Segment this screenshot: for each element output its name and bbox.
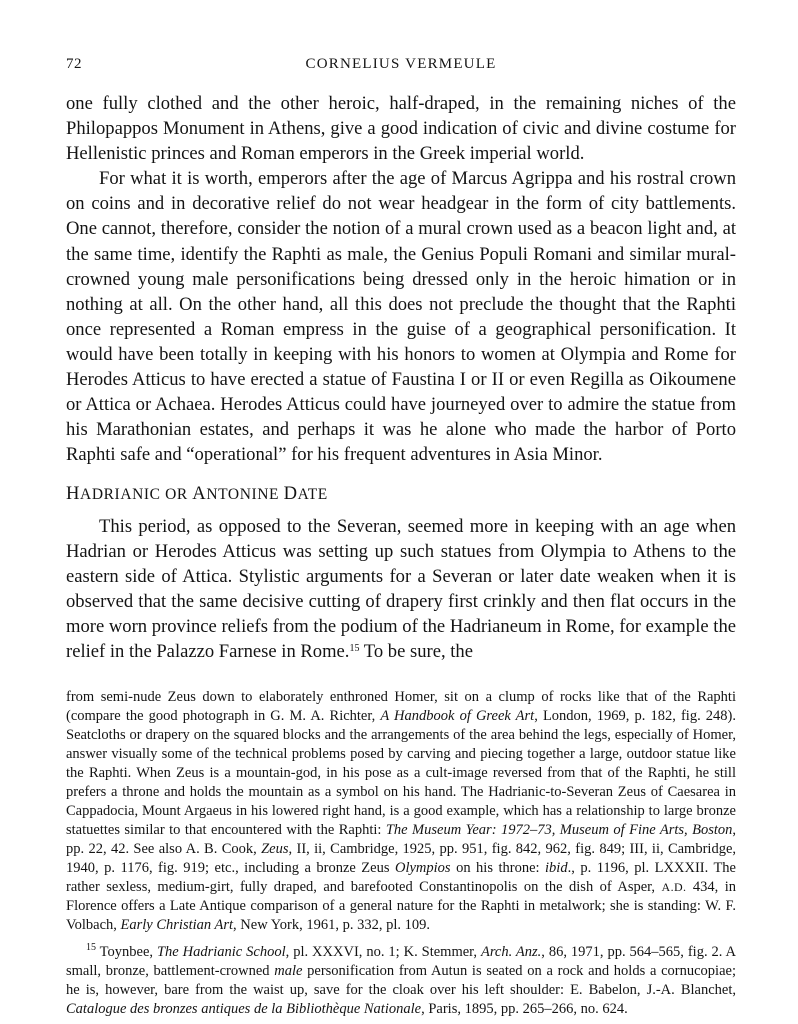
paragraph-1: one fully clothed and the other heroic, half-draped, in the remaining niches of the Philopappos Monument in Athens, give a good indication of civic and divine costume for Hellenistic princes and Roman emperors in the Greek imperial world. [66,93,736,165]
running-head: CORNELIUS VERMEULE [305,56,497,72]
journal-page [66,56,736,1019]
body-text [66,91,736,664]
page-header [66,56,736,82]
page-number: 72 [66,56,82,72]
section-heading: HADRIANIC OR ANTONINE DATE [66,483,328,505]
footnote-15: $^{15}$ Toynbee, The Hadrianic School, pl. XXXVI, no. 1; K. Stemmer, Arch. Anz., 86, 1971, pp. 564–565, fig. 2. A small, bronze, battlement-crowned male personification from Autun is seated on a rock and holds a cornucopiae; he is, however, bare from the waist up, save for the cloak over his left shoulder: E. Babelon, J.-A. Blanchet, Catalogue des bronzes antiques de la Bibliothèque Nationale, Paris, 1895, pp. 265–266, no. 624. [66,942,736,1018]
footnotes [66,688,736,1019]
footnote-continuation: from semi-nude Zeus down to elaborately enthroned Homer, sit on a clump of rocks like that of the Raphti (compare the good photograph in G. M. A. Richter, A Handbook of Greek Art, London, 1969, p. 182, fig. 248). Seatcloths or drapery on the squared blocks and the arrangements of the area behind the legs, especially of Homer, answer visually some of the technical problems posed by carving and piecing together a large, outdoor statue like the Raphti. When Zeus is a mountain-god, in his pose as a cult-image reversed from that of the Raphti, he still prefers a throne and holds the mountain as a symbol on his hand. The Hadrianic-to-Severan Zeus of Caesarea in Cappadocia, Mount Argaeus in his lowered right hand, is a good example, which has a relationship to large bronze statuettes similar to that encountered with the Raphti: The Museum Year: 1972–73, Museum of Fine Arts, Boston, pp. 22, 42. See also A. B. Cook, Zeus, II, ii, Cambridge, 1925, pp. 951, fig. 842, 962, fig. 849; III, ii, Cambridge, 1940, p. 1176, fig. 919; etc., including a bronze Zeus Olympios on his throne: ibid., p. 1196, pl. LXXXII. The rather sexless, medium-girt, fully draped, and barefooted Constantinopolis on the dish of Asper, A.D. 434, in Florence offers a Late Antique comparison of a general nature for the Raphti in metalwork; she is standing: W. F. Volbach, Early Christian Art, New York, 1961, p. 332, pl. 109. [66,689,737,934]
footnote-number: 15 [86,942,96,954]
paragraph-3: This period, as opposed to the Severan, seemed more in keeping with an age when Hadrian or Herodes Atticus was setting up such statues from Olympia to Athens to the eastern side of Attica. Stylistic arguments for a Severan or later date weaken when it is observed that the same decisive cutting of drapery first crinkly and then flat occurs in the more worn province reliefs from the podium of the Hadrianeum in Rome, for example the relief in the Palazzo Farnese in Rome.$^{15}$ To be sure, the [66,515,736,662]
paragraph-2: For what it is worth, emperors after the age of Marcus Agrippa and his rostral crown on coins and in decorative relief do not wear headgear in the form of city battlements. One cannot, therefore, consider the notion of a mural crown used as a beacon light and, at the same time, identify the Raphti as male, the Genius Populi Romani and similar mural-crowned young male personifications being dressed only in the heroic himation or in nothing at all. On the other hand, all this does not preclude the thought that the Raphti once represented a Roman empress in the guise of a geographical personification. It would have been totally in keeping with his honors to women at Olympia and Rome for Herodes Atticus to have erected a statue of Faustina I or II or even Regilla as Oikoumene or Attica or Achaea. Herodes Atticus could have journeyed over to admire the statue from his Marathonian estates, and perhaps it was he alone who made the harbor of Porto Raphti safe and “operational” for his frequent adventures in Asia Minor. [66,168,736,466]
footnote-ref-15[interactable]: 15 [349,642,360,654]
